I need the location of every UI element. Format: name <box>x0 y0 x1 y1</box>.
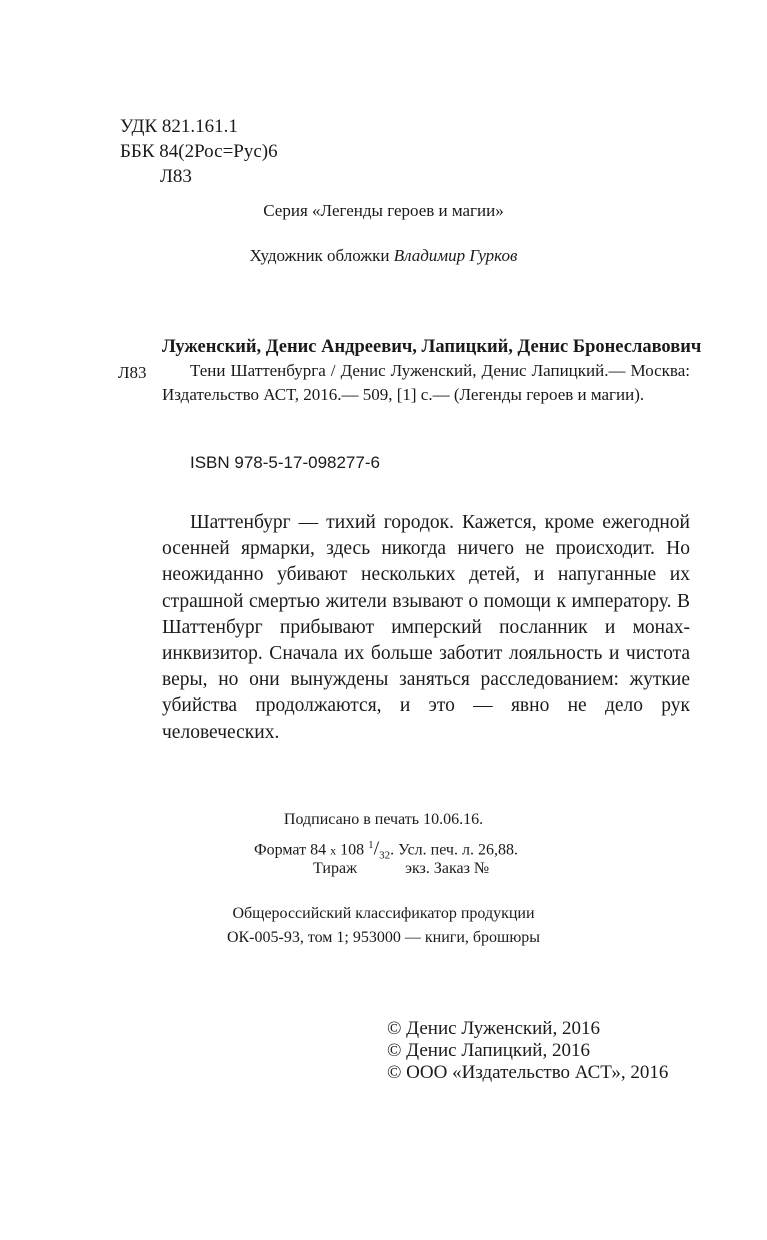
format-suffix: . Усл. печ. л. 26,88. <box>390 841 518 859</box>
format-slash: / <box>373 837 380 860</box>
format-times: x <box>330 843 337 858</box>
cover-artist-label: Художник обложки <box>249 246 394 265</box>
format-numerator: 1 <box>368 839 374 851</box>
bbk-code: ББК 84(2Рос=Рус)6 <box>120 141 278 162</box>
record-description: Тени Шаттенбурга / Денис Луженский, Денис Лапицкий.— Москва: Издательство АСТ, 2016.— 509, [1] с.— (Легенды героев и магии). <box>162 361 690 404</box>
format-prefix: Формат 84 <box>254 841 331 859</box>
format-mid: 108 <box>336 841 369 859</box>
cover-artist-line <box>0 245 767 267</box>
copyright-line: © ООО «Издательство АСТ», 2016 <box>387 1062 669 1083</box>
format-denominator: 32 <box>379 849 391 862</box>
author-sign-code: Л83 <box>160 166 192 187</box>
print-run-line <box>313 857 489 881</box>
udk-code: УДК 821.161.1 <box>120 116 238 137</box>
annotation-text: Шаттенбург — тихий городок. Кажется, кроме ежегодной осенней ярмарки, здесь никогда ничего не происходит. Но неожиданно убивают нескольких детей, и напуганные их страшной смертью жители взывают о помощи к императору. В Шаттенбург прибывают имперский посланник и монах-инквизитор. Сначала их больше заботит лояльность и чистота веры, но они вынуждены заняться расследованием: жуткие убийства продолжаются, и это — явно не дело рук человеческих. <box>162 512 690 743</box>
record-side-code: Л83 <box>118 363 147 382</box>
cover-artist-name: Владимир Гурков <box>393 246 518 265</box>
series-line: Серия «Легенды героев и магии» <box>263 201 504 220</box>
copyright-line: © Денис Лапицкий, 2016 <box>387 1040 590 1061</box>
isbn: ISBN 978-5-17-098277-6 <box>190 453 380 472</box>
signed-for-print: Подписано в печать 10.06.16. <box>283 811 484 828</box>
product-classifier: Общероссийский классификатор продукции <box>232 905 535 922</box>
order-label: экз. Заказ № <box>405 860 490 877</box>
print-run-label: Тираж <box>313 860 358 877</box>
record-authors: Луженский, Денис Андреевич, Лапицкий, Денис Бронеславович <box>162 337 702 357</box>
copyright-line: © Денис Луженский, 2016 <box>387 1018 600 1039</box>
copyright-block <box>387 1018 668 1084</box>
annotation <box>162 510 690 746</box>
product-classifier-code: ОК-005-93, том 1; 953000 — книги, брошюры <box>226 929 541 946</box>
